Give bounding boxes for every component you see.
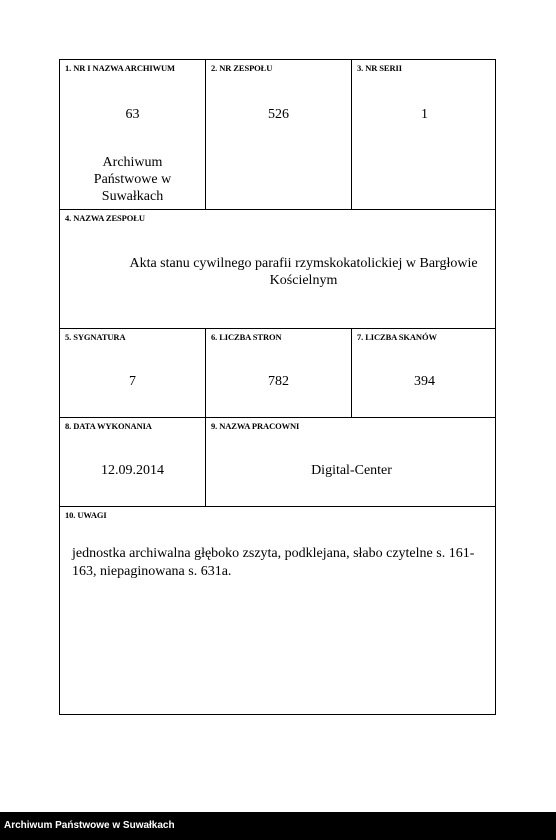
remarks-line1: jednostka archiwalna głęboko zszyta, podklejana, słabo czytelne s. 161- xyxy=(72,546,475,561)
scan-count-value: 394 xyxy=(414,374,435,389)
fonds-number-label: 2. NR ZESPOŁU xyxy=(211,63,273,73)
archive-cell xyxy=(60,60,205,209)
remarks-label: 10. UWAGI xyxy=(65,510,107,520)
series-number-cell xyxy=(352,60,497,209)
remarks-line2: 163, niepaginowana s. 631a. xyxy=(72,564,232,579)
archive-number: 63 xyxy=(125,107,140,122)
signature-label: 5. SYGNATURA xyxy=(65,332,126,342)
signature-cell xyxy=(60,329,205,417)
workshop-cell xyxy=(206,418,497,506)
archival-record-card xyxy=(59,59,496,715)
fonds-name-line2: Kościelnym xyxy=(269,273,338,288)
series-number-value: 1 xyxy=(421,107,428,122)
fonds-name-label: 4. NAZWA ZESPOŁU xyxy=(65,213,145,223)
signature-value: 7 xyxy=(129,374,136,389)
page-count-cell xyxy=(206,329,351,417)
date-cell xyxy=(60,418,205,506)
page-count-value: 782 xyxy=(268,374,289,389)
archive-name-line2: Państwowe w xyxy=(93,172,172,187)
workshop-label: 9. NAZWA PRACOWNI xyxy=(211,421,300,431)
remarks-text xyxy=(72,545,485,581)
fonds-name-cell xyxy=(60,210,497,328)
fonds-name-line1: Akta stanu cywilnego parafii rzymskokatolickiej w Bargłowie xyxy=(129,256,478,271)
date-label: 8. DATA WYKONANIA xyxy=(65,421,152,431)
archive-name-line1: Archiwum xyxy=(102,155,163,170)
remarks-cell xyxy=(60,507,497,714)
workshop-value: Digital-Center xyxy=(311,463,392,478)
fonds-number-value: 526 xyxy=(268,107,289,122)
archive-label: 1. NR I NAZWA ARCHIWUM xyxy=(65,63,175,73)
scan-count-label: 7. LICZBA SKANÓW xyxy=(357,332,437,342)
page-count-label: 6. LICZBA STRON xyxy=(211,332,282,342)
series-number-label: 3. NR SERII xyxy=(357,63,402,73)
archive-footer-bar xyxy=(0,812,556,840)
archive-name-line3: Suwałkach xyxy=(101,189,164,204)
scan-count-cell xyxy=(352,329,497,417)
fonds-number-cell xyxy=(206,60,351,209)
footer-text: Archiwum Państwowe w Suwałkach xyxy=(4,820,175,831)
date-value: 12.09.2014 xyxy=(101,463,164,478)
